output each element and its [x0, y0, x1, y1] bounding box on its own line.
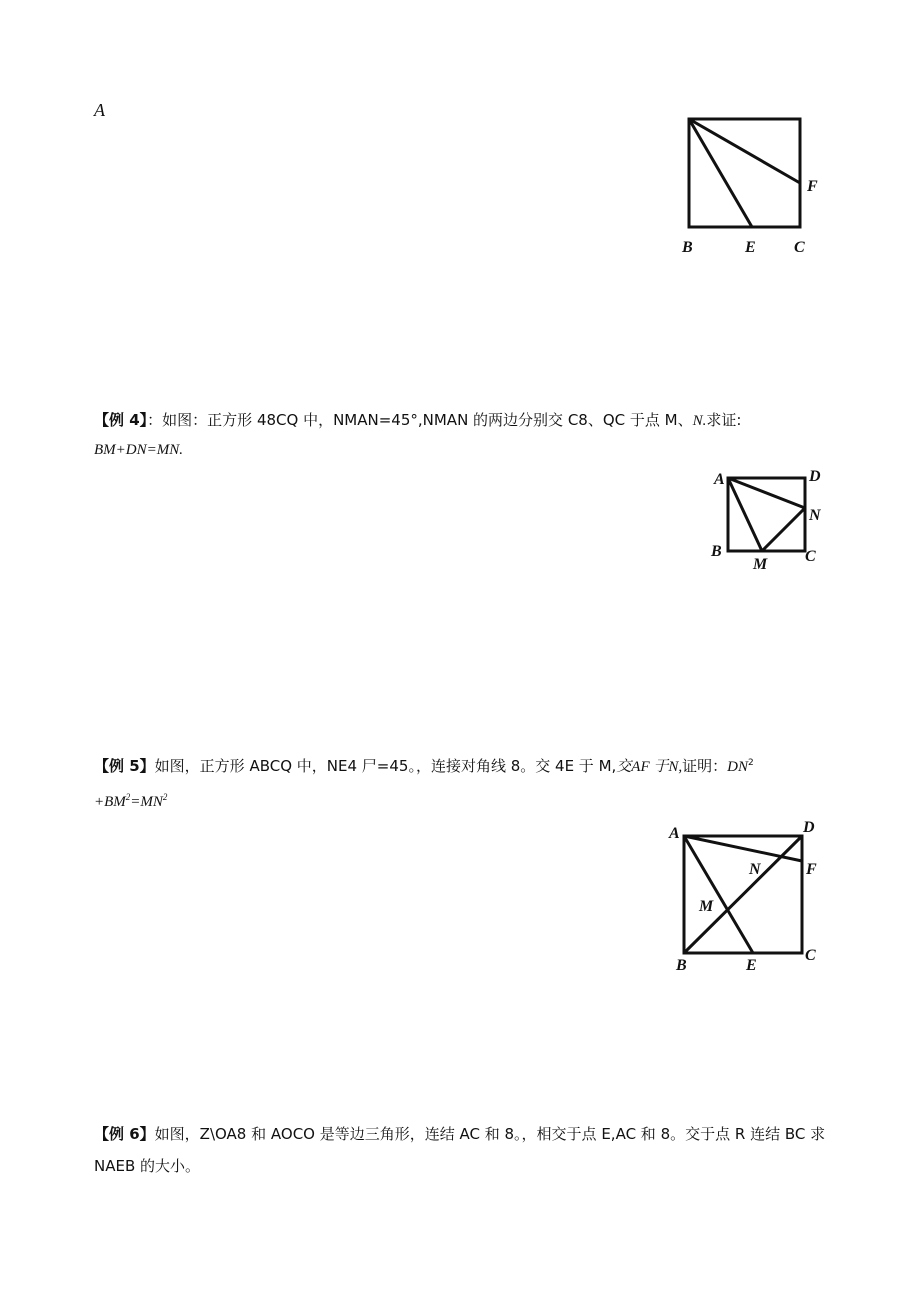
- example4-point-n: N.: [692, 413, 707, 429]
- example5-line1: [94, 756, 754, 777]
- figure-square-amn: [708, 468, 828, 574]
- figure3-label-d: D: [803, 819, 815, 836]
- example4-line2: BM+DN=MN.: [94, 442, 183, 458]
- figure1-label-f: F: [807, 178, 818, 195]
- figure2-line-mn: [762, 508, 805, 551]
- figure1-line-ae: [689, 119, 752, 227]
- example5-mn: =MN: [130, 794, 163, 810]
- figure2-label-d: D: [809, 468, 821, 485]
- example5-tag: 【例 5】: [94, 757, 155, 775]
- example5-exp-dn: 2: [748, 758, 754, 768]
- example6-statement: 如图，Z\OA8 和 AOCO 是等边三角形，连结 AC 和 8。，相交于点 E,AC 和 8。交于点 R 连结 BC 求: [154, 1125, 826, 1143]
- figure2-label-b: B: [711, 543, 722, 560]
- example5-prove: 证明：: [682, 757, 728, 775]
- figure3-line-af: [684, 836, 802, 861]
- example5-dn: DN: [727, 759, 748, 775]
- example5-exp-bm: 2: [125, 792, 131, 802]
- page-label-a: A: [94, 100, 105, 120]
- figure3-label-n: N: [749, 861, 761, 878]
- figure3-label-c: C: [805, 947, 816, 964]
- figure1-line-af: [689, 119, 800, 183]
- example5-exp-mn: 2: [162, 792, 168, 802]
- figure3-label-f: F: [806, 861, 817, 878]
- figure2-label-n: N: [809, 507, 821, 524]
- example5-line2: [94, 792, 167, 812]
- example6-tag: 【例 6】: [94, 1125, 155, 1143]
- example4-statement: ：如图：正方形 48CQ 中，NMAN=45°,NMAN 的两边分别交 C8、QC 于点 M、: [147, 411, 693, 429]
- figure2-label-c: C: [805, 548, 816, 565]
- figure-square-aef: [676, 112, 826, 262]
- example6-line2: NAEB 的大小。: [94, 1157, 201, 1175]
- example5-bm: +BM: [94, 794, 126, 810]
- example4-line1: [94, 410, 741, 431]
- example5-statement: 如图，正方形 ABCQ 中，NE4 尸=45。，连接对角线 8。交 4E 于 M,: [154, 757, 617, 775]
- figure3-label-e: E: [746, 957, 757, 974]
- example4-tag: 【例 4】: [94, 411, 148, 429]
- example4-prove: 求证:: [706, 411, 742, 429]
- example5-intersect-af: 交AF 于N,: [616, 759, 683, 775]
- figure2-label-m: M: [753, 556, 768, 573]
- figure3-label-a: A: [669, 825, 680, 842]
- figure1-label-e: E: [745, 239, 756, 256]
- example6-line1: [94, 1124, 825, 1144]
- figure1-label-b: B: [682, 239, 693, 256]
- figure-square-diagonal: [664, 816, 829, 976]
- figure3-label-b: B: [676, 957, 687, 974]
- figure2-square: [728, 478, 805, 551]
- figure3-label-m: M: [699, 898, 714, 915]
- figure1-label-c: C: [794, 239, 805, 256]
- figure2-label-a: A: [714, 471, 725, 488]
